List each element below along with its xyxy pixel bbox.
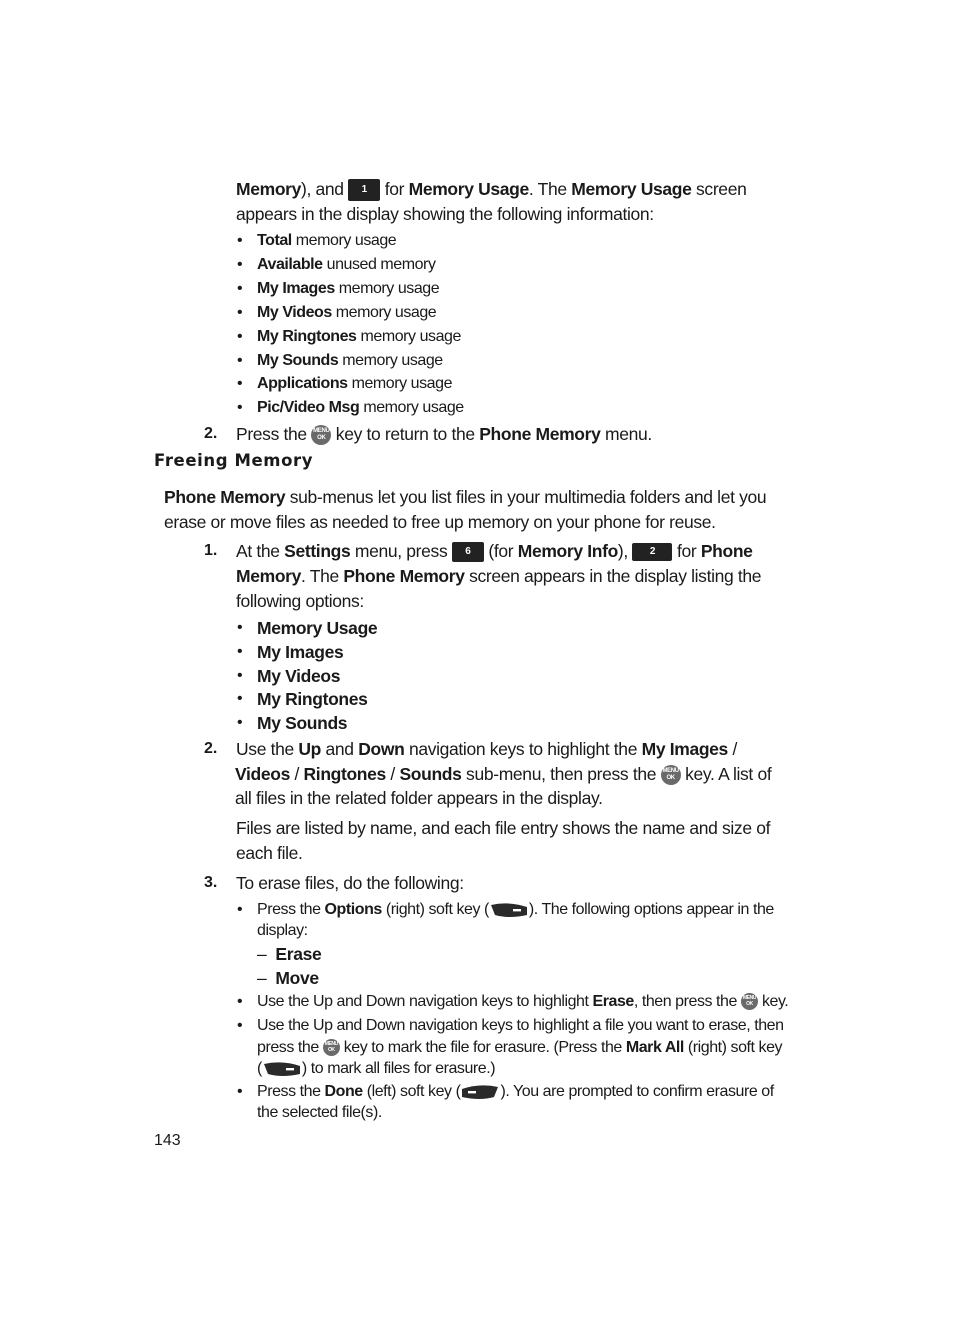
key-1-icon: 1 <box>348 179 380 201</box>
memory-info-item: Applications memory usage <box>257 375 453 392</box>
memory-info-item: Total memory usage <box>257 232 397 249</box>
step3-b1-line-1: Press the Options (right) soft key ( ). The following options appear in the <box>257 901 774 918</box>
key-6-icon: 6 <box>452 542 484 562</box>
step2-files-line-2: each file. <box>236 843 303 863</box>
key-2-icon: 2 <box>632 543 672 561</box>
bullet-dot: • <box>237 690 243 707</box>
bullet-dot: • <box>237 232 243 249</box>
memory-info-item: Pic/Video Msg memory usage <box>257 399 464 416</box>
menu-option-item: My Ringtones <box>257 689 368 709</box>
section-heading: Freeing Memory <box>154 451 314 470</box>
step-number: 1. <box>204 542 218 559</box>
para-line-2: erase or move files as needed to free up memory on your phone for reuse. <box>164 512 716 532</box>
step3-b3-line-2: press the MENU OK key to mark the file for erasure. (Press the Mark All (right) soft key <box>257 1039 783 1056</box>
memory-info-item: My Sounds memory usage <box>257 352 443 369</box>
step2-line-1: Use the Up and Down navigation keys to highlight the My Images / <box>236 739 737 759</box>
menu-option-item: My Videos <box>257 666 341 686</box>
bullet-dot: • <box>237 667 243 684</box>
bullet-dot: • <box>237 375 243 392</box>
bullet-dot: • <box>237 1083 243 1100</box>
memory-info-item: My Images memory usage <box>257 280 440 297</box>
step3-b4-line-1: Press the Done (left) soft key ( ). You are prompted to confirm erasure of <box>257 1083 774 1100</box>
bullet-dot: • <box>237 256 243 273</box>
menu-ok-key-icon: MENU OK <box>741 993 758 1010</box>
bullet-dot: • <box>237 280 243 297</box>
para-line-1: Phone Memory sub-menus let you list files in your multimedia folders and let you <box>164 487 767 507</box>
memory-info-item: My Ringtones memory usage <box>257 328 461 345</box>
bullet-dot: • <box>237 1017 243 1034</box>
step-number: 2. <box>204 425 218 442</box>
right-soft-key-icon <box>489 901 529 919</box>
left-soft-key-icon <box>460 1083 500 1101</box>
step2-files-line-1: Files are listed by name, and each file entry shows the name and size of <box>236 818 771 838</box>
dash-item-move: – Move <box>257 968 319 988</box>
bullet-dot: • <box>237 328 243 345</box>
memory-info-item: Available unused memory <box>257 256 436 273</box>
menu-ok-key-icon: MENU OK <box>661 765 681 785</box>
step3-b3-line-1: Use the Up and Down navigation keys to highlight a file you want to erase, then <box>257 1017 784 1034</box>
step1-line-3: following options: <box>236 591 364 611</box>
bullet-dot: • <box>237 714 243 731</box>
step3-text: To erase files, do the following: <box>236 873 464 893</box>
step2-line-2: Videos / Ringtones / Sounds sub-menu, then press the MENU OK key. A list of <box>235 764 772 784</box>
step-return-text: Press the MENU OK key to return to the Phone Memory menu. <box>236 424 652 444</box>
menu-option-item: My Images <box>257 642 344 662</box>
right-soft-key-icon <box>262 1060 302 1078</box>
step2-line-3: all files in the related folder appears in the display. <box>235 788 603 808</box>
bullet-dot: • <box>237 993 243 1010</box>
bullet-dot: • <box>237 399 243 416</box>
bullet-dot: • <box>237 901 243 918</box>
step-number: 3. <box>204 874 218 891</box>
step3-b4-line-2: the selected file(s). <box>257 1104 382 1121</box>
page-number: 143 <box>154 1132 181 1149</box>
bullet-dot: • <box>237 304 243 321</box>
dash-item-erase: – Erase <box>257 944 322 964</box>
menu-option-item: Memory Usage <box>257 618 378 638</box>
bullet-dot: • <box>237 352 243 369</box>
step-number: 2. <box>204 740 218 757</box>
memory-info-item: My Videos memory usage <box>257 304 437 321</box>
step3-b2-line: Use the Up and Down navigation keys to highlight Erase, then press the MENU OK key. <box>257 993 789 1010</box>
intro-line-2: appears in the display showing the following information: <box>236 204 654 224</box>
menu-ok-key-icon: MENU OK <box>311 425 331 445</box>
bullet-dot: • <box>237 643 243 660</box>
step3-b1-line-2: display: <box>257 922 308 939</box>
menu-option-item: My Sounds <box>257 713 348 733</box>
menu-ok-key-icon: MENU OK <box>323 1039 340 1056</box>
step3-b3-line-3: ( ) to mark all files for erasure.) <box>257 1060 496 1077</box>
bullet-dot: • <box>237 619 243 636</box>
step1-line-2: Memory. The Phone Memory screen appears in the display listing the <box>236 566 762 586</box>
step1-line-1: At the Settings menu, press 6 (for Memory Info), 2 for Phone <box>236 541 753 561</box>
intro-line-1: Memory), and 1 for Memory Usage. The Memory Usage screen <box>236 177 746 201</box>
